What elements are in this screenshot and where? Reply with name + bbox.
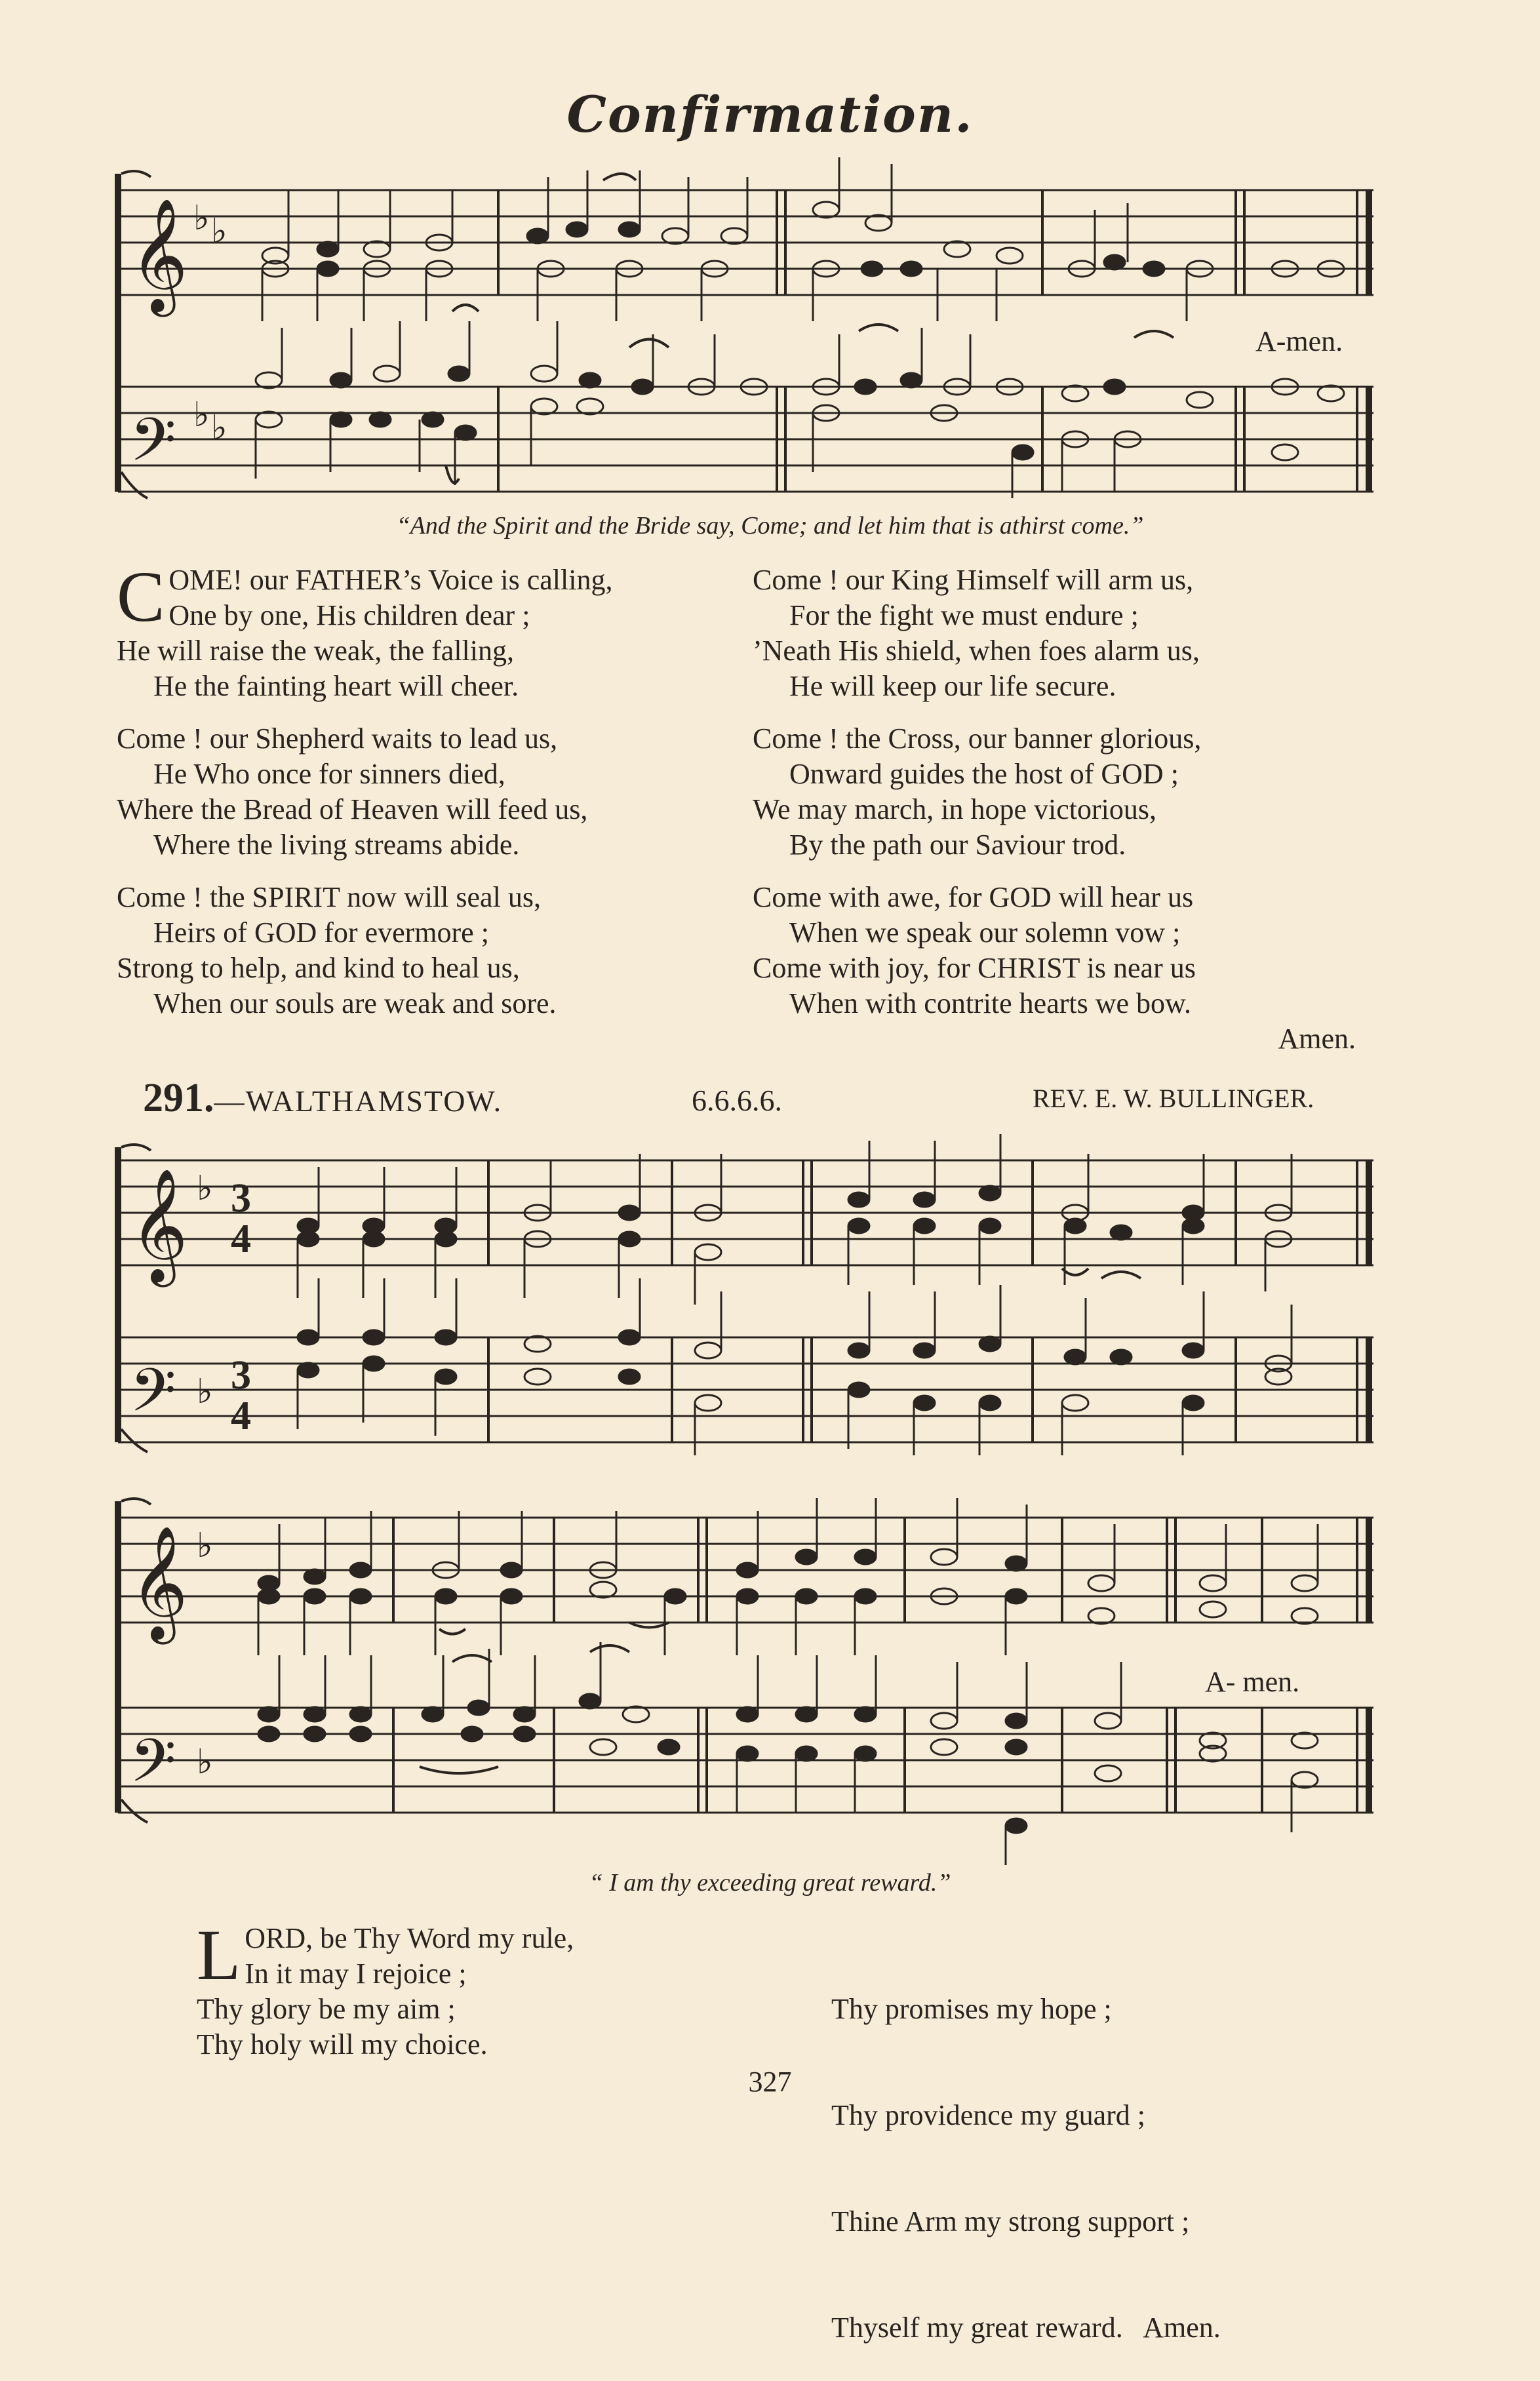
verse-line: Come with awe, for GOD will hear us (753, 881, 1194, 913)
meter: 6.6.6.6. (692, 1084, 782, 1117)
svg-text:4: 4 (231, 1394, 251, 1438)
music-system-1 (0, 164, 1540, 505)
hymn1-epigraph: “And the Spirit and the Bride say, Come; and let him that is athirst come.” (396, 512, 1144, 540)
verse-line: By the path our Saviour trod. (789, 829, 1126, 861)
verse-line: One by one, His children dear ; (168, 599, 530, 631)
svg-text:♭: ♭ (197, 1744, 213, 1781)
verse-line: Heirs of GOD for evermore ; (153, 916, 489, 949)
music-system-2 (0, 1141, 1540, 1455)
verse-line: Thy promises my hope ; (831, 1993, 1112, 2025)
svg-text:♭: ♭ (211, 410, 227, 447)
bass-clef-icon: 𝄢 (130, 1356, 176, 1440)
stanza (753, 721, 1356, 863)
treble-clef-icon: 𝄞 (130, 1168, 188, 1282)
hymn2-right-column (831, 1921, 1221, 2381)
svg-text:♭: ♭ (197, 1373, 213, 1411)
verse-line: Come with joy, for CHRIST is near us (753, 952, 1196, 984)
verse-line: Thy holy will my choice. (197, 2028, 488, 2060)
music-system-3 (0, 1491, 1540, 1832)
treble-clef-icon: 𝄞 (130, 1525, 188, 1640)
verse-line: COME! our FATHER’s Voice is calling, (117, 557, 613, 637)
drop-capital-c: C (117, 557, 165, 637)
verse-line: Thy providence my guard ; (831, 2099, 1145, 2131)
verse-line: For the fight we must endure ; (789, 599, 1139, 631)
verse-line: Where the Bread of Heaven will feed us, (117, 793, 588, 825)
time-signature-bottom: 4 (231, 1217, 251, 1261)
time-signature-top: 3 (231, 1176, 251, 1221)
verse-line: In it may I rejoice ; (245, 1958, 467, 1990)
svg-text:♭: ♭ (193, 200, 210, 237)
treble-clef-icon: 𝄞 (130, 198, 188, 312)
verse-line: Come ! our Shepherd waits to lead us, (117, 722, 558, 755)
hymn1-right-column (753, 562, 1356, 1057)
verse-line: Come ! the Cross, our banner glorious, (753, 722, 1202, 755)
verse-line: Onward guides the host of GOD ; (789, 758, 1179, 790)
drop-capital-l: L (197, 1915, 241, 1995)
svg-text:♭: ♭ (193, 397, 210, 434)
verse-line: Thyself my great reward. Amen. (831, 2312, 1221, 2344)
hymn2-left-column (197, 1915, 574, 2062)
verse-line: Thy glory be my aim ; (197, 1993, 456, 2025)
amen-label: A-men. (1255, 325, 1343, 357)
stanza (117, 557, 613, 704)
verse-line: He will keep our life secure. (789, 670, 1116, 702)
verse-line: When with contrite hearts we bow. (789, 987, 1191, 1019)
page-heading: Confirmation. (566, 85, 974, 144)
svg-text:♭: ♭ (197, 1170, 213, 1208)
stanza (753, 562, 1356, 704)
svg-text:♭: ♭ (197, 1527, 213, 1565)
hymn-number: 291. (143, 1076, 214, 1120)
hymn2-epigraph: “ I am thy exceeding great reward.” (589, 1869, 951, 1897)
amen-label: A- men. (1205, 1666, 1300, 1698)
verse-line: He Who once for sinners died, (153, 758, 505, 790)
stanza (117, 721, 612, 863)
verse-line: We may march, in hope victorious, (753, 793, 1156, 825)
hymn1-left-column (117, 557, 613, 1038)
hymn-number-and-tune (143, 1075, 502, 1122)
svg-text:3: 3 (231, 1353, 251, 1398)
verse-line: He the fainting heart will cheer. (153, 670, 519, 702)
verse-line: He will raise the weak, the falling, (117, 635, 515, 667)
closing-amen: Amen. (1278, 1023, 1356, 1055)
verse-line: Where the living streams abide. (153, 829, 520, 861)
bass-clef-icon: 𝄢 (130, 405, 176, 489)
verse-line: When our souls are weak and sore. (153, 987, 557, 1019)
verse-line: LORD, be Thy Word my rule, (197, 1915, 574, 1995)
verse-line: Strong to help, and kind to heal us, (117, 952, 520, 984)
tune-name: —WALTHAMSTOW. (214, 1084, 503, 1118)
svg-text:♭: ♭ (211, 213, 227, 250)
stanza (117, 880, 612, 1021)
stanza (753, 880, 1356, 1021)
verse-line: ’Neath His shield, when foes alarm us, (753, 635, 1200, 667)
bass-clef-icon: 𝄢 (130, 1726, 176, 1810)
page-number: 327 (748, 2066, 792, 2098)
composer: REV. E. W. BULLINGER. (1033, 1084, 1314, 1113)
verse-line: When we speak our solemn vow ; (789, 916, 1181, 949)
verse-line: Thine Arm my strong support ; (831, 2205, 1190, 2237)
verse-line: Come ! the SPIRIT now will seal us, (117, 881, 541, 913)
verse-line: Come ! our King Himself will arm us, (753, 564, 1194, 596)
